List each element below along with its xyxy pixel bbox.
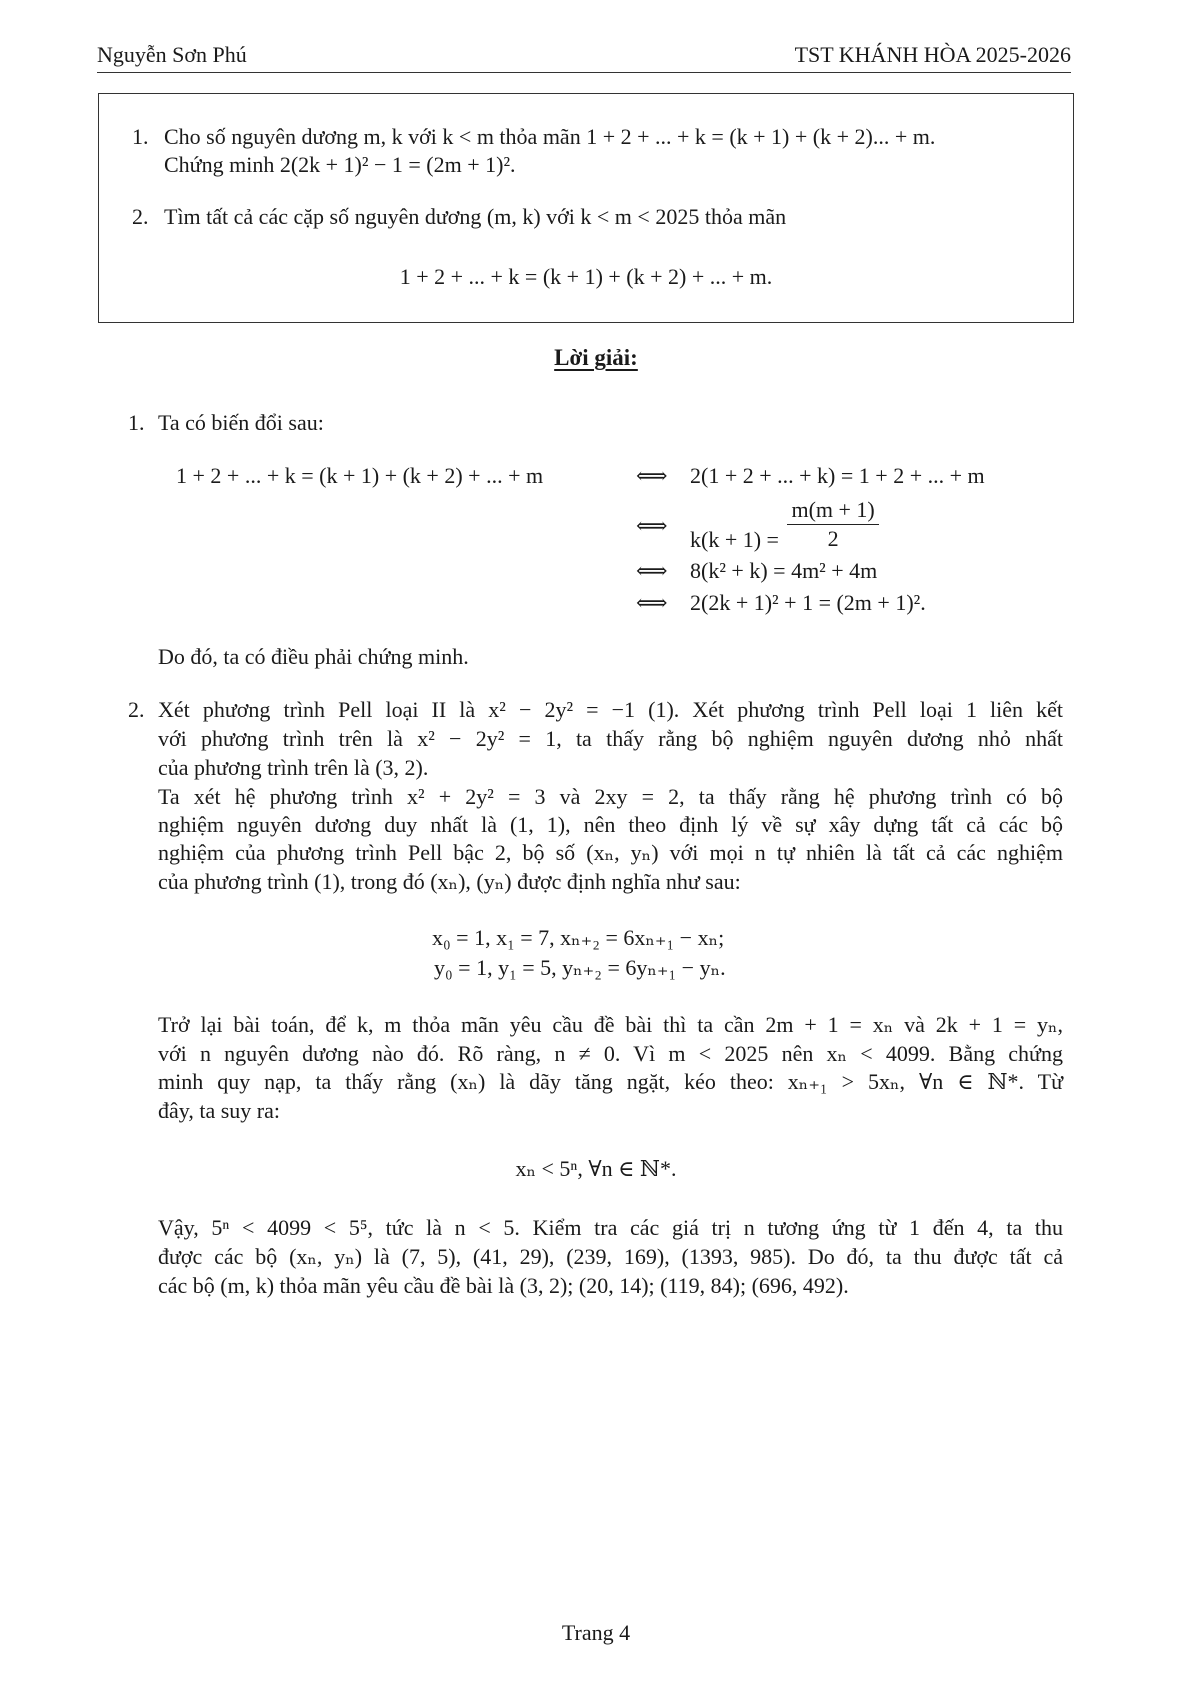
fraction-numerator: m(m + 1) — [787, 496, 878, 525]
part-2-paragraph-3-line-1: Trở lại bài toán, để k, m thỏa mãn yêu cầu đề bài thì ta cần 2m + 1 = xₙ và 2k + 1 = yₙ, — [158, 1012, 1063, 1037]
iff-symbol-3: ⟺ — [636, 558, 667, 583]
problem-item-2-line-1: Tìm tất cả các cặp số nguyên dương (m, k) với k < m < 2025 thỏa mãn — [164, 204, 787, 229]
derivation-step-1: 2(1 + 2 + ... + k) = 1 + 2 + ... + m — [690, 463, 985, 488]
solution-title: Lời giải: — [554, 345, 638, 370]
problem-item-1-line-2: Chứng minh 2(2k + 1)² − 1 = (2m + 1)². — [164, 152, 516, 177]
problem-item-2-number: 2. — [132, 204, 149, 229]
part-2-paragraph-2-line-2: nghiệm nguyên dương duy nhất là (1, 1), nên theo định lý về sự xây dựng tất cả các bộ — [158, 812, 1063, 837]
part-2-paragraph-4-line-1: Vậy, 5ⁿ < 4099 < 5⁵, tức là n < 5. Kiểm tra các giá trị n tương ứng từ 1 đến 4, ta thu — [158, 1215, 1063, 1240]
iff-symbol-2: ⟺ — [636, 513, 667, 538]
step-2-left: k(k + 1) = — [690, 526, 779, 552]
part-2-paragraph-3-line-3: minh quy nạp, ta thấy rằng (xₙ) là dãy tăng ngặt, kéo theo: xₙ₊₁ > 5xₙ, ∀n ∈ ℕ*. Từ — [158, 1069, 1063, 1094]
part-2-paragraph-4-line-3: các bộ (m, k) thỏa mãn yêu cầu đề bài là (3, 2); (20, 14); (119, 84); (696, 492). — [158, 1273, 849, 1298]
solution-part-1-number: 1. — [128, 410, 145, 435]
derivation-step-4: 2(2k + 1)² + 1 = (2m + 1)². — [690, 590, 926, 615]
part-2-paragraph-3-line-2: với n nguyên dương nào đó. Rõ ràng, n ≠ 0. Vì m < 2025 nên xₙ < 4099. Bằng chứng — [158, 1041, 1063, 1066]
iff-symbol-1: ⟺ — [636, 463, 667, 488]
exam-title: TST KHÁNH HÒA 2025-2026 — [794, 42, 1071, 67]
recurrence-y: y₀ = 1, y₁ = 5, yₙ₊₂ = 6yₙ₊₁ − yₙ. — [434, 955, 726, 980]
part-2-paragraph-2-line-1: Ta xét hệ phương trình x² + 2y² = 3 và 2xy = 2, ta thấy rằng hệ phương trình có bộ — [158, 784, 1063, 809]
recurrence-x: x₀ = 1, x₁ = 7, xₙ₊₂ = 6xₙ₊₁ − xₙ; — [432, 925, 725, 950]
problem-item-1-number: 1. — [132, 124, 149, 149]
problem-item-1-line-1: Cho số nguyên dương m, k với k < m thỏa mãn 1 + 2 + ... + k = (k + 1) + (k + 2)... + m. — [164, 124, 936, 149]
part-2-paragraph-3-line-4: đây, ta suy ra: — [158, 1098, 280, 1123]
part-2-paragraph-4-line-2: được các bộ (xₙ, yₙ) là (7, 5), (41, 29), (239, 169), (1393, 985). Do đó, ta thu được tất cả — [158, 1244, 1063, 1269]
author-name: Nguyễn Sơn Phú — [97, 42, 247, 67]
solution-part-1-conclusion: Do đó, ta có điều phải chứng minh. — [158, 644, 469, 669]
derivation-step-3: 8(k² + k) = 4m² + 4m — [690, 558, 878, 583]
page-header — [97, 42, 1071, 73]
problem-item-2-equation: 1 + 2 + ... + k = (k + 1) + (k + 2) + ... + m. — [399, 264, 773, 289]
part-2-paragraph-1-line-1: Xét phương trình Pell loại II là x² − 2y² = −1 (1). Xét phương trình Pell loại 1 liên kết — [158, 697, 1063, 722]
part-2-paragraph-2-line-3: nghiệm của phương trình Pell bậc 2, bộ số (xₙ, yₙ) với mọi n tự nhiên là tất cả các nghiệm — [158, 840, 1063, 865]
derivation-lhs: 1 + 2 + ... + k = (k + 1) + (k + 2) + ... + m — [176, 463, 544, 488]
part-2-paragraph-1-line-3: của phương trình trên là (3, 2). — [158, 755, 429, 780]
page-number: Trang 4 — [561, 1620, 631, 1645]
bound-equation: xₙ < 5ⁿ, ∀n ∈ ℕ*. — [515, 1156, 677, 1181]
solution-part-2-number: 2. — [128, 697, 145, 722]
solution-part-1-intro: Ta có biến đổi sau: — [158, 410, 324, 435]
part-2-paragraph-1-line-2: với phương trình trên là x² − 2y² = 1, ta thấy rằng bộ nghiệm nguyên dương nhỏ nhất — [158, 726, 1063, 751]
part-2-paragraph-2-line-4: của phương trình (1), trong đó (xₙ), (yₙ) được định nghĩa như sau: — [158, 869, 741, 894]
derivation-step-2 — [690, 496, 882, 553]
fraction — [787, 496, 878, 553]
fraction-denominator: 2 — [827, 526, 839, 551]
iff-symbol-4: ⟺ — [636, 590, 667, 615]
problem-statement-box — [98, 93, 1074, 323]
